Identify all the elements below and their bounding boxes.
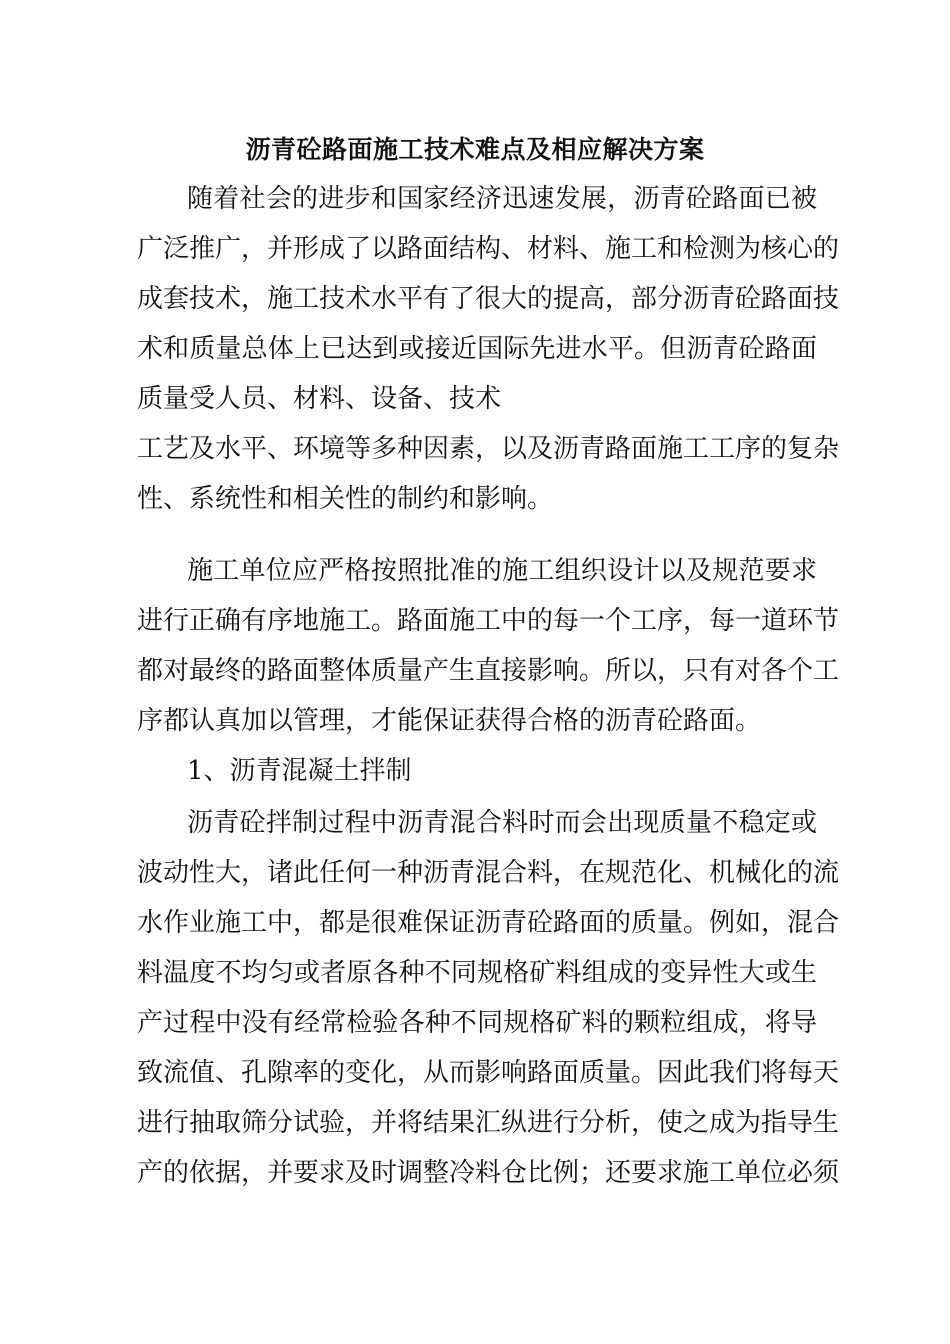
paragraph-line: 波动性大，诸此任何一种沥青混合料，在规范化、机械化的流 xyxy=(137,858,840,888)
document-title: 沥青砼路面施工技术难点及相应解决方案 xyxy=(245,135,705,164)
paragraph-line: 产过程中没有经常检验各种不同规格矿料的颗粒组成，将导 xyxy=(137,1008,817,1038)
paragraph-line: 成套技术，施工技术水平有了很大的提高，部分沥青砼路面技 xyxy=(137,284,840,314)
paragraph-line: 序都认真加以管理，才能保证获得合格的沥青砼路面。 xyxy=(137,706,762,736)
paragraph-line: 性、系统性和相关性的制约和影响。 xyxy=(137,484,554,514)
paragraph-line: 致流值、孔隙率的变化，从而影响路面质量。因此我们将每天 xyxy=(137,1058,840,1088)
paragraph-line: 产的依据，并要求及时调整冷料仓比例；还要求施工单位必须 xyxy=(137,1158,840,1188)
paragraph-line: 沥青砼拌制过程中沥青混合料时而会出现质量不稳定或 xyxy=(187,808,817,838)
paragraph-line: 术和质量总体上已达到或接近国际先进水平。但沥青砼路面 xyxy=(137,334,817,364)
paragraph-line: 进行正确有序地施工。路面施工中的每一个工序，每一道环节 xyxy=(137,606,840,636)
paragraph-line: 广泛推广，并形成了以路面结构、材料、施工和检测为核心的 xyxy=(137,234,840,264)
paragraph-line: 水作业施工中，都是很难保证沥青砼路面的质量。例如，混合 xyxy=(137,908,840,938)
paragraph-line: 质量受人员、材料、设备、技术 xyxy=(137,384,502,414)
paragraph-line: 施工单位应严格按照批准的施工组织设计以及规范要求 xyxy=(187,556,817,586)
paragraph-line: 都对最终的路面整体质量产生直接影响。所以，只有对各个工 xyxy=(137,656,840,686)
section-heading: 1、沥青混凝土拌制 xyxy=(187,756,412,786)
paragraph-line: 工艺及水平、环境等多种因素，以及沥青路面施工工序的复杂 xyxy=(137,434,840,464)
paragraph-line: 随着社会的进步和国家经济迅速发展，沥青砼路面已被 xyxy=(187,184,817,214)
paragraph-line: 料温度不均匀或者原各种不同规格矿料组成的变异性大或生 xyxy=(137,958,817,988)
paragraph-line: 进行抽取筛分试验，并将结果汇纵进行分析，使之成为指导生 xyxy=(137,1108,840,1138)
